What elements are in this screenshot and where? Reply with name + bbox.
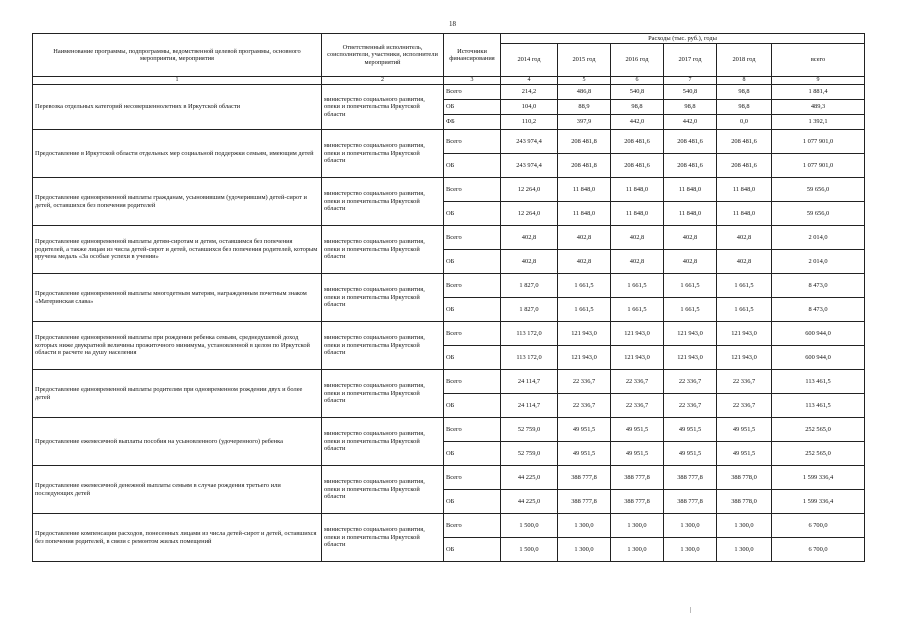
row-name: Предоставление ежемесячной выплаты пособия на усыновленного (удочеренного) ребенка [33, 418, 322, 466]
row-responsible: министерство социального развития, опеки и попечительства Иркутской области [322, 226, 444, 274]
column-number: 9 [772, 77, 865, 85]
header-sources: Источники финансирования [444, 34, 501, 77]
row-value: 1 827,0 [501, 274, 558, 298]
row-value: 402,8 [664, 250, 717, 274]
row-value: 208 481,6 [664, 154, 717, 178]
row-name: Предоставление ежемесячной денежной выплаты семьям в случае рождения третьего или последующих детей [33, 466, 322, 514]
row-value: 12 264,0 [501, 178, 558, 202]
column-number: 2 [322, 77, 444, 85]
header-year: 2014 год [501, 44, 558, 77]
row-value: 49 951,5 [611, 442, 664, 466]
row-value: 49 951,5 [717, 442, 772, 466]
row-value: 442,0 [664, 115, 717, 130]
row-value: 1 077 901,0 [772, 154, 865, 178]
column-number: 8 [717, 77, 772, 85]
row-value: 11 848,0 [611, 178, 664, 202]
row-value: 1 300,0 [664, 514, 717, 538]
row-value: 52 759,0 [501, 418, 558, 442]
row-value: 442,0 [611, 115, 664, 130]
row-value: 388 777,8 [611, 466, 664, 490]
row-source: ОБ [444, 250, 501, 274]
row-value: 11 848,0 [558, 202, 611, 226]
row-value: 2 014,0 [772, 250, 865, 274]
header-year: 2015 год [558, 44, 611, 77]
column-number: 7 [664, 77, 717, 85]
row-value: 388 777,8 [664, 466, 717, 490]
row-value: 49 951,5 [664, 442, 717, 466]
row-value: 402,8 [501, 250, 558, 274]
row-source: ОБ [444, 154, 501, 178]
row-value: 1 300,0 [664, 538, 717, 562]
row-value: 11 848,0 [611, 202, 664, 226]
row-value: 24 114,7 [501, 370, 558, 394]
row-source: Всего [444, 370, 501, 394]
row-value: 243 974,4 [501, 130, 558, 154]
row-value: 388 777,8 [558, 490, 611, 514]
table-row [33, 130, 865, 154]
table-row [33, 466, 865, 490]
row-responsible: министерство социального развития, опеки и попечительства Иркутской области [322, 322, 444, 370]
row-source: Всего [444, 85, 501, 100]
row-value: 1 661,5 [558, 298, 611, 322]
table-row [33, 418, 865, 442]
row-value: 98,8 [611, 100, 664, 115]
row-source: ОБ [444, 538, 501, 562]
row-value: 49 951,5 [558, 418, 611, 442]
row-value: 540,8 [611, 85, 664, 100]
row-value: 600 944,0 [772, 346, 865, 370]
row-value: 402,8 [611, 226, 664, 250]
expenses-table [32, 33, 865, 562]
row-value: 8 473,0 [772, 298, 865, 322]
row-value: 22 336,7 [558, 370, 611, 394]
row-value: 388 778,0 [717, 466, 772, 490]
row-responsible: министерство социального развития, опеки и попечительства Иркутской области [322, 466, 444, 514]
row-value: 11 848,0 [664, 178, 717, 202]
row-value: 8 473,0 [772, 274, 865, 298]
row-source: ОБ [444, 346, 501, 370]
header-year: 2016 год [611, 44, 664, 77]
row-responsible: министерство социального развития, опеки и попечительства Иркутской области [322, 418, 444, 466]
row-value: 104,0 [501, 100, 558, 115]
row-value: 252 565,0 [772, 418, 865, 442]
row-value: 22 336,7 [558, 394, 611, 418]
row-value: 402,8 [501, 226, 558, 250]
row-value: 208 481,8 [558, 130, 611, 154]
row-value: 402,8 [717, 226, 772, 250]
row-value: 98,8 [717, 100, 772, 115]
header-name: Наименование программы, подпрограммы, ведомственной целевой программы, основного мероприятия, мероприятия [33, 34, 322, 77]
row-value: 1 300,0 [611, 514, 664, 538]
row-value: 208 481,6 [611, 130, 664, 154]
row-responsible: министерство социального развития, опеки и попечительства Иркутской области [322, 85, 444, 130]
row-source: Всего [444, 274, 501, 298]
row-source: ОБ [444, 100, 501, 115]
row-value: 22 336,7 [717, 394, 772, 418]
column-number: 1 [33, 77, 322, 85]
row-value: 24 114,7 [501, 394, 558, 418]
row-value: 1 300,0 [717, 514, 772, 538]
row-source: ОБ [444, 202, 501, 226]
row-source: ОБ [444, 394, 501, 418]
page-number: 18 [449, 20, 456, 28]
row-value: 12 264,0 [501, 202, 558, 226]
row-value: 1 500,0 [501, 514, 558, 538]
row-responsible: министерство социального развития, опеки и попечительства Иркутской области [322, 370, 444, 418]
row-value: 121 943,0 [664, 346, 717, 370]
row-source: Всего [444, 514, 501, 538]
row-value: 1 661,5 [717, 274, 772, 298]
row-value: 402,8 [558, 250, 611, 274]
row-source: ФБ [444, 115, 501, 130]
row-value: 1 392,1 [772, 115, 865, 130]
row-value: 402,8 [664, 226, 717, 250]
row-value: 121 943,0 [611, 346, 664, 370]
row-value: 22 336,7 [664, 394, 717, 418]
row-value: 1 661,5 [717, 298, 772, 322]
row-value: 49 951,5 [611, 418, 664, 442]
row-value: 388 777,8 [611, 490, 664, 514]
row-value: 59 656,0 [772, 202, 865, 226]
column-number: 4 [501, 77, 558, 85]
row-value: 397,9 [558, 115, 611, 130]
row-value: 88,9 [558, 100, 611, 115]
row-value: 110,2 [501, 115, 558, 130]
row-value: 208 481,6 [664, 130, 717, 154]
row-value: 388 777,8 [558, 466, 611, 490]
row-value: 2 014,0 [772, 226, 865, 250]
row-value: 388 778,0 [717, 490, 772, 514]
column-number: 6 [611, 77, 664, 85]
row-value: 1 300,0 [717, 538, 772, 562]
column-numbers-row [33, 77, 865, 85]
row-source: ОБ [444, 490, 501, 514]
row-name: Предоставление компенсации расходов, понесенных лицами из числа детей-сирот и детей, оставшихся без попечения родителей, в связи с ремонтом жилых помещений [33, 514, 322, 562]
row-value: 121 943,0 [717, 322, 772, 346]
table-row [33, 226, 865, 250]
row-value: 113 172,0 [501, 346, 558, 370]
row-value: 121 943,0 [558, 346, 611, 370]
row-value: 121 943,0 [611, 322, 664, 346]
scan-mark [690, 607, 691, 613]
row-value: 214,2 [501, 85, 558, 100]
row-value: 1 661,5 [611, 298, 664, 322]
row-value: 388 777,8 [664, 490, 717, 514]
table-body [33, 77, 865, 562]
row-source: Всего [444, 322, 501, 346]
row-value: 1 500,0 [501, 538, 558, 562]
row-value: 402,8 [717, 250, 772, 274]
row-value: 49 951,5 [717, 418, 772, 442]
table-row [33, 274, 865, 298]
row-name: Предоставление единовременной выплаты гражданам, усыновившим (удочерившим) детей-сирот и детей, оставшихся без попечения родителей [33, 178, 322, 226]
row-value: 1 300,0 [558, 538, 611, 562]
row-source: ОБ [444, 298, 501, 322]
row-value: 1 881,4 [772, 85, 865, 100]
table-row [33, 370, 865, 394]
header-responsible: Ответственный исполнитель, соисполнители, участники, исполнители мероприятий [322, 34, 444, 77]
row-value: 208 481,6 [717, 130, 772, 154]
row-name: Предоставление единовременной выплаты многодетным матерям, награжденным почетным знаком «Материнская слава» [33, 274, 322, 322]
row-source: ОБ [444, 442, 501, 466]
row-value: 49 951,5 [558, 442, 611, 466]
header-year: 2017 год [664, 44, 717, 77]
row-value: 208 481,8 [558, 154, 611, 178]
row-value: 489,3 [772, 100, 865, 115]
row-name: Предоставление единовременной выплаты при рождении ребенка семьям, среднедушевой доход которых ниже двукратной величины прожиточного минимума, установленной в целом по Иркутской области в расчете на душу населения [33, 322, 322, 370]
row-value: 11 848,0 [558, 178, 611, 202]
table-row [33, 178, 865, 202]
row-responsible: министерство социального развития, опеки и попечительства Иркутской области [322, 178, 444, 226]
row-name: Предоставление единовременной выплаты родителям при одновременном рождении двух и более детей [33, 370, 322, 418]
row-value: 402,8 [611, 250, 664, 274]
column-number: 5 [558, 77, 611, 85]
row-value: 113 461,5 [772, 394, 865, 418]
row-value: 22 336,7 [664, 370, 717, 394]
row-value: 121 943,0 [558, 322, 611, 346]
row-value: 1 661,5 [558, 274, 611, 298]
row-value: 113 461,5 [772, 370, 865, 394]
row-value: 49 951,5 [664, 418, 717, 442]
row-value: 208 481,6 [611, 154, 664, 178]
row-value: 6 700,0 [772, 538, 865, 562]
table-row [33, 85, 865, 100]
row-name: Предоставление в Иркутской области отдельных мер социальной поддержки семьям, имеющим детей [33, 130, 322, 178]
table-row [33, 514, 865, 538]
row-value: 98,8 [717, 85, 772, 100]
row-value: 1 599 336,4 [772, 490, 865, 514]
row-value: 11 848,0 [717, 178, 772, 202]
row-value: 59 656,0 [772, 178, 865, 202]
row-value: 121 943,0 [717, 346, 772, 370]
row-value: 0,0 [717, 115, 772, 130]
row-responsible: министерство социального развития, опеки и попечительства Иркутской области [322, 514, 444, 562]
row-value: 208 481,6 [717, 154, 772, 178]
row-source: Всего [444, 226, 501, 250]
row-source: Всего [444, 130, 501, 154]
row-value: 1 661,5 [664, 298, 717, 322]
row-responsible: министерство социального развития, опеки и попечительства Иркутской области [322, 274, 444, 322]
row-responsible: министерство социального развития, опеки и попечительства Иркутской области [322, 130, 444, 178]
header-year: всего [772, 44, 865, 77]
row-value: 1 661,5 [611, 274, 664, 298]
row-value: 121 943,0 [664, 322, 717, 346]
row-value: 11 848,0 [717, 202, 772, 226]
row-name: Перевозка отдельных категорий несовершеннолетних в Иркутской области [33, 85, 322, 130]
row-value: 1 300,0 [611, 538, 664, 562]
column-number: 3 [444, 77, 501, 85]
header-expenses: Расходы (тыс. руб.), годы [501, 34, 865, 44]
row-value: 44 225,0 [501, 490, 558, 514]
row-source: Всего [444, 418, 501, 442]
row-value: 1 300,0 [558, 514, 611, 538]
row-value: 1 077 901,0 [772, 130, 865, 154]
row-source: Всего [444, 178, 501, 202]
header-year: 2018 год [717, 44, 772, 77]
row-value: 402,8 [558, 226, 611, 250]
row-value: 22 336,7 [611, 394, 664, 418]
row-value: 600 944,0 [772, 322, 865, 346]
row-value: 113 172,0 [501, 322, 558, 346]
row-name: Предоставление единовременной выплаты детям-сиротам и детям, оставшимся без попечения родителей, а также лицам из числа детей-сирот и детей, оставшихся без попечения родителей, которым вручена медаль «За особые успехи в учении» [33, 226, 322, 274]
row-value: 1 599 336,4 [772, 466, 865, 490]
row-value: 22 336,7 [717, 370, 772, 394]
row-value: 243 974,4 [501, 154, 558, 178]
row-value: 44 225,0 [501, 466, 558, 490]
row-source: Всего [444, 466, 501, 490]
row-value: 6 700,0 [772, 514, 865, 538]
row-value: 486,8 [558, 85, 611, 100]
row-value: 11 848,0 [664, 202, 717, 226]
row-value: 1 827,0 [501, 298, 558, 322]
row-value: 252 565,0 [772, 442, 865, 466]
row-value: 540,8 [664, 85, 717, 100]
row-value: 98,8 [664, 100, 717, 115]
row-value: 52 759,0 [501, 442, 558, 466]
table-row [33, 322, 865, 346]
row-value: 22 336,7 [611, 370, 664, 394]
row-value: 1 661,5 [664, 274, 717, 298]
